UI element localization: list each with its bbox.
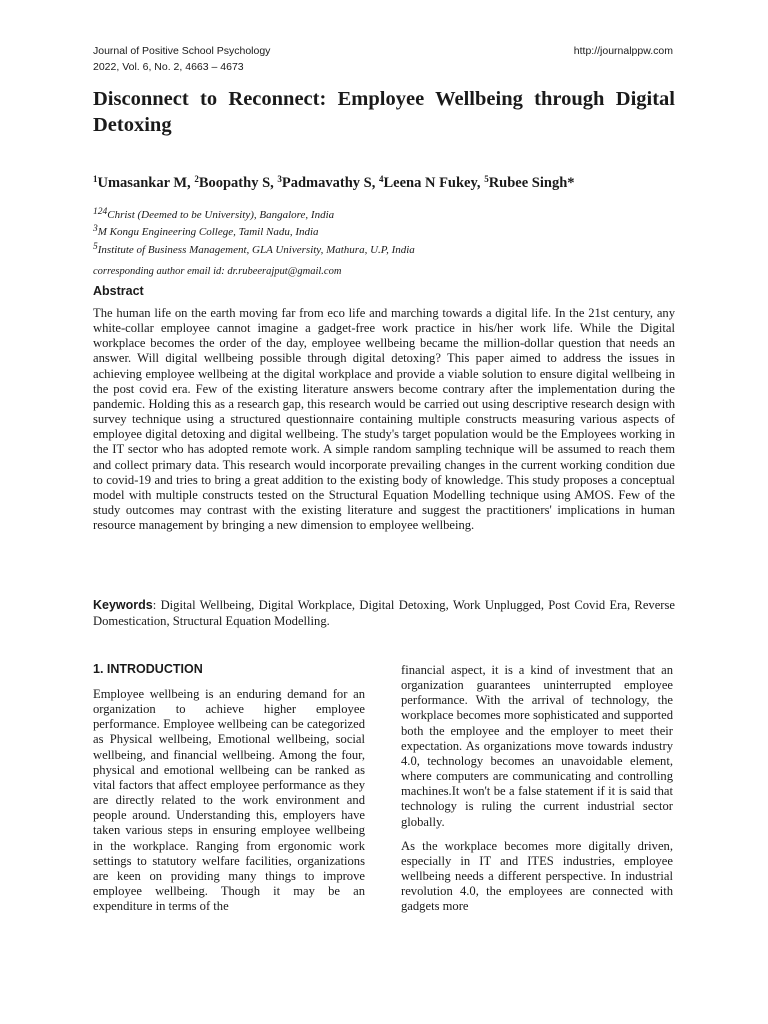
affiliation — [93, 225, 675, 240]
journal-header — [93, 43, 270, 75]
abstract-body: The human life on the earth moving far from eco life and marching towards a digital life. In the 21st century, any white-collar employee cannot imagine a gadget-free work practice in his/her work life. While the Digital workplace becomes the order of the day, employee wellbeing became the million-dollar question that needs an answer. Will digital wellbeing possible through digital detoxing? This paper aimed to address the issues in achieving employee wellbeing at the digital workplace and provide a viable solution to ensure digital wellbeing in the post covid era. Few of the existing literature answers become contrary after the implementation during the pandemic. Holding this as a research gap, this research would be carried out using descriptive research design with survey technique using a structured questionnaire containing multiple constructs measuring various aspects of employee digital detoxing and digital wellbeing. The study's target population would be the Employees working in the IT sector who has adopted remote work. A simple random sampling technique will be assumed to reach them and collect primary data. This research would incorporate prevailing changes in the current working condition due to covid-19 and tries to bring a great addition to the existing body of knowledge. This study proposes a conceptual model with multiple constructs tested on the Structural Equation Modelling technique using AMOS. Few of the study outcomes may contrast with the existing literature and suggest the practitioners' implications in human resource management by bringing a new dimension to employee wellbeing. — [93, 306, 675, 533]
affiliation — [93, 208, 675, 223]
author-name: Padmavathy S, — [281, 175, 379, 191]
affiliation-text: Christ (Deemed to be University), Bangalore, India — [107, 209, 335, 221]
keywords — [93, 597, 675, 629]
author-list — [93, 174, 675, 192]
affiliation-number: 124 — [93, 207, 108, 217]
author-number: 2 — [194, 174, 199, 184]
author-name: Rubee Singh* — [488, 175, 575, 191]
intro-paragraph: Employee wellbeing is an enduring demand for an organization to achieve higher employee performance. Employee wellbeing can be categorized as Physical wellbeing, Emotional wellbeing, social wellbeing, and financial wellbeing. Among the four, physical and emotional wellbeing can be ranked as vital factors that affect employee performance as they are directly related to the work environment and people around. Understanding this, employers have taken various steps in ensuring employee wellbeing in the workplace. Ranging from ergonomic work settings to statutory welfare facilities, organizations are keen on providing many things to improve employee wellbeing. Though it may be an expenditure in terms of the — [93, 687, 365, 914]
affiliation-number: 3 — [93, 224, 98, 234]
left-column — [93, 687, 365, 914]
affiliation-text: Institute of Business Management, GLA University, Mathura, U.P, India — [97, 244, 415, 256]
abstract-heading: Abstract — [93, 284, 144, 298]
author-name: Umasankar M, — [97, 175, 195, 191]
keywords-label: Keywords — [93, 598, 153, 612]
author-name: Boopathy S, — [198, 175, 278, 191]
author-name: Leena N Fukey, — [383, 175, 485, 191]
right-column — [401, 663, 673, 915]
author-number: 4 — [378, 174, 384, 184]
introduction-heading: 1. INTRODUCTION — [93, 662, 203, 676]
keywords-text: : Digital Wellbeing, Digital Workplace, Digital Detoxing, Work Unplugged, Post Covid Era, Reverse Domestication, Structural Equation Modelling. — [93, 598, 675, 628]
author-number: 5 — [484, 174, 489, 184]
author-number: 1 — [93, 174, 98, 184]
affiliation — [93, 243, 675, 258]
affiliation-text: M Kongu Engineering College, Tamil Nadu, India — [97, 226, 319, 238]
journal-url[interactable]: http://journalppw.com — [573, 45, 673, 57]
corresponding-email: corresponding author email id: dr.rubeerajput@gmail.com — [93, 266, 342, 277]
intro-paragraph: financial aspect, it is a kind of investment that an organization guarantees uninterrupted employee performance. With the arrival of technology, the workplace becomes more sophisticated and supported both the employee and the employer to meet their expectation. As organizations move towards industry 4.0, technology becomes an unavoidable element, where computers are communicating and controlling machines.It won't be a false statement if it is said that technology is ruling the current industrial sector globally. — [401, 663, 673, 829]
journal-volume: 2022, Vol. 6, No. 2, 4663 – 4673 — [93, 61, 244, 73]
paper-title: Disconnect to Reconnect: Employee Wellbeing through Digital Detoxing — [93, 88, 675, 136]
affiliation-number: 5 — [93, 242, 98, 252]
intro-paragraph: As the workplace becomes more digitally driven, especially in IT and ITES industries, employee wellbeing needs a different perspective. In industrial revolution 4.0, the employees are connected with gadgets more — [401, 838, 673, 914]
journal-name: Journal of Positive School Psychology — [93, 45, 271, 57]
author-number: 3 — [277, 174, 282, 184]
